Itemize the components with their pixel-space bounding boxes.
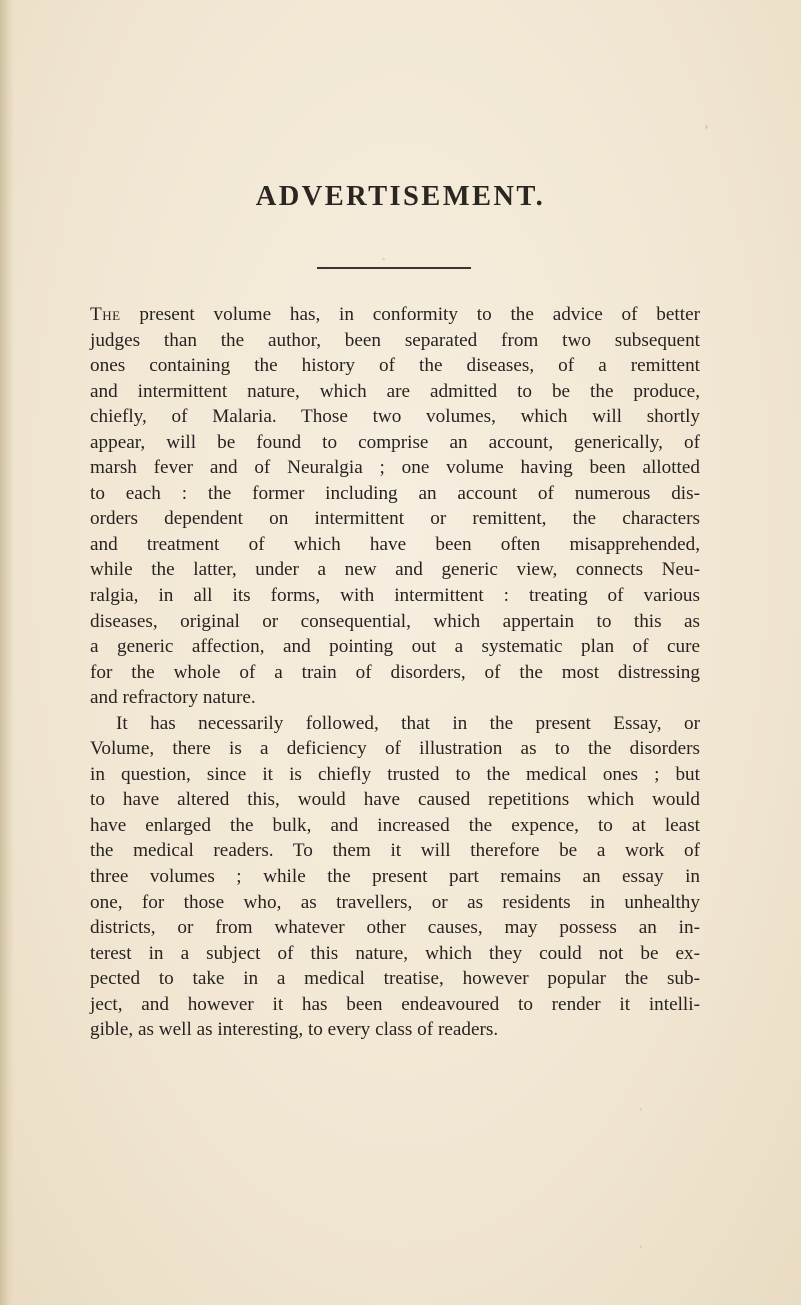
text-line: one, for those who, as travellers, or as residents in unhealthy xyxy=(90,891,700,913)
text-line: appear, will be found to comprise an account, generically, of xyxy=(90,431,700,453)
text-line: ralgia, in all its forms, with intermittent : treating of various xyxy=(90,585,700,607)
text-line xyxy=(90,302,700,328)
text-line: to have altered this, would have caused repetitions which would xyxy=(90,789,700,811)
text-line: and treatment of which have been often misapprehended, xyxy=(90,533,700,555)
title-divider xyxy=(317,267,471,269)
advertisement-body xyxy=(90,302,700,1043)
paper-foxing-spot xyxy=(382,258,385,260)
text-line: pected to take in a medical treatise, however popular the sub- xyxy=(90,968,700,990)
text-line: terest in a subject of this nature, which they could not be ex- xyxy=(90,942,700,964)
paper-foxing-spot xyxy=(705,125,708,129)
paper-foxing-spot xyxy=(640,1245,642,1248)
text-line: orders dependent on intermittent or remittent, the characters xyxy=(90,508,700,530)
text-line: the medical readers. To them it will therefore be a work of xyxy=(90,840,700,862)
text-line: It has necessarily followed, that in the present Essay, or xyxy=(116,712,700,734)
text-line: Volume, there is a deficiency of illustration as to the disorders xyxy=(90,738,700,760)
text-line: judges than the author, been separated from two subsequent xyxy=(90,329,700,351)
text-line: gible, as well as interesting, to every class of readers. xyxy=(90,1019,499,1041)
text-line: chiefly, of Malaria. Those two volumes, which will shortly xyxy=(90,406,700,428)
text-line: and refractory nature. xyxy=(90,687,256,709)
text-line: to each : the former including an account of numerous dis- xyxy=(90,482,700,504)
text-line: ones containing the history of the diseases, of a remittent xyxy=(90,355,700,377)
text-line: three volumes ; while the present part remains an essay in xyxy=(90,866,700,888)
text-line: marsh fever and of Neuralgia ; one volume having been allotted xyxy=(90,457,700,479)
text-line: a generic affection, and pointing out a systematic plan of cure xyxy=(90,636,700,658)
text-line: diseases, original or consequential, which appertain to this as xyxy=(90,610,700,632)
line-text: present volume has, in conformity to the advice of better xyxy=(139,304,700,325)
text-line: while the latter, under a new and generic view, connects Neu- xyxy=(90,559,700,581)
text-line: in question, since it is chiefly trusted to the medical ones ; but xyxy=(90,763,700,785)
lead-word: The xyxy=(90,304,121,325)
page-title: ADVERTISEMENT. xyxy=(255,181,546,212)
text-line: districts, or from whatever other causes, may possess an in- xyxy=(90,917,700,939)
paragraph-2 xyxy=(90,711,700,1043)
text-line: have enlarged the bulk, and increased the expence, to at least xyxy=(90,814,700,836)
paper-foxing-spot xyxy=(640,1108,642,1111)
paragraph-1 xyxy=(90,302,700,711)
text-line: and intermittent nature, which are admitted to be the produce, xyxy=(90,380,700,402)
text-line: ject, and however it has been endeavoured to render it intelli- xyxy=(90,993,700,1015)
text-line: for the whole of a train of disorders, of the most distressing xyxy=(90,661,700,683)
